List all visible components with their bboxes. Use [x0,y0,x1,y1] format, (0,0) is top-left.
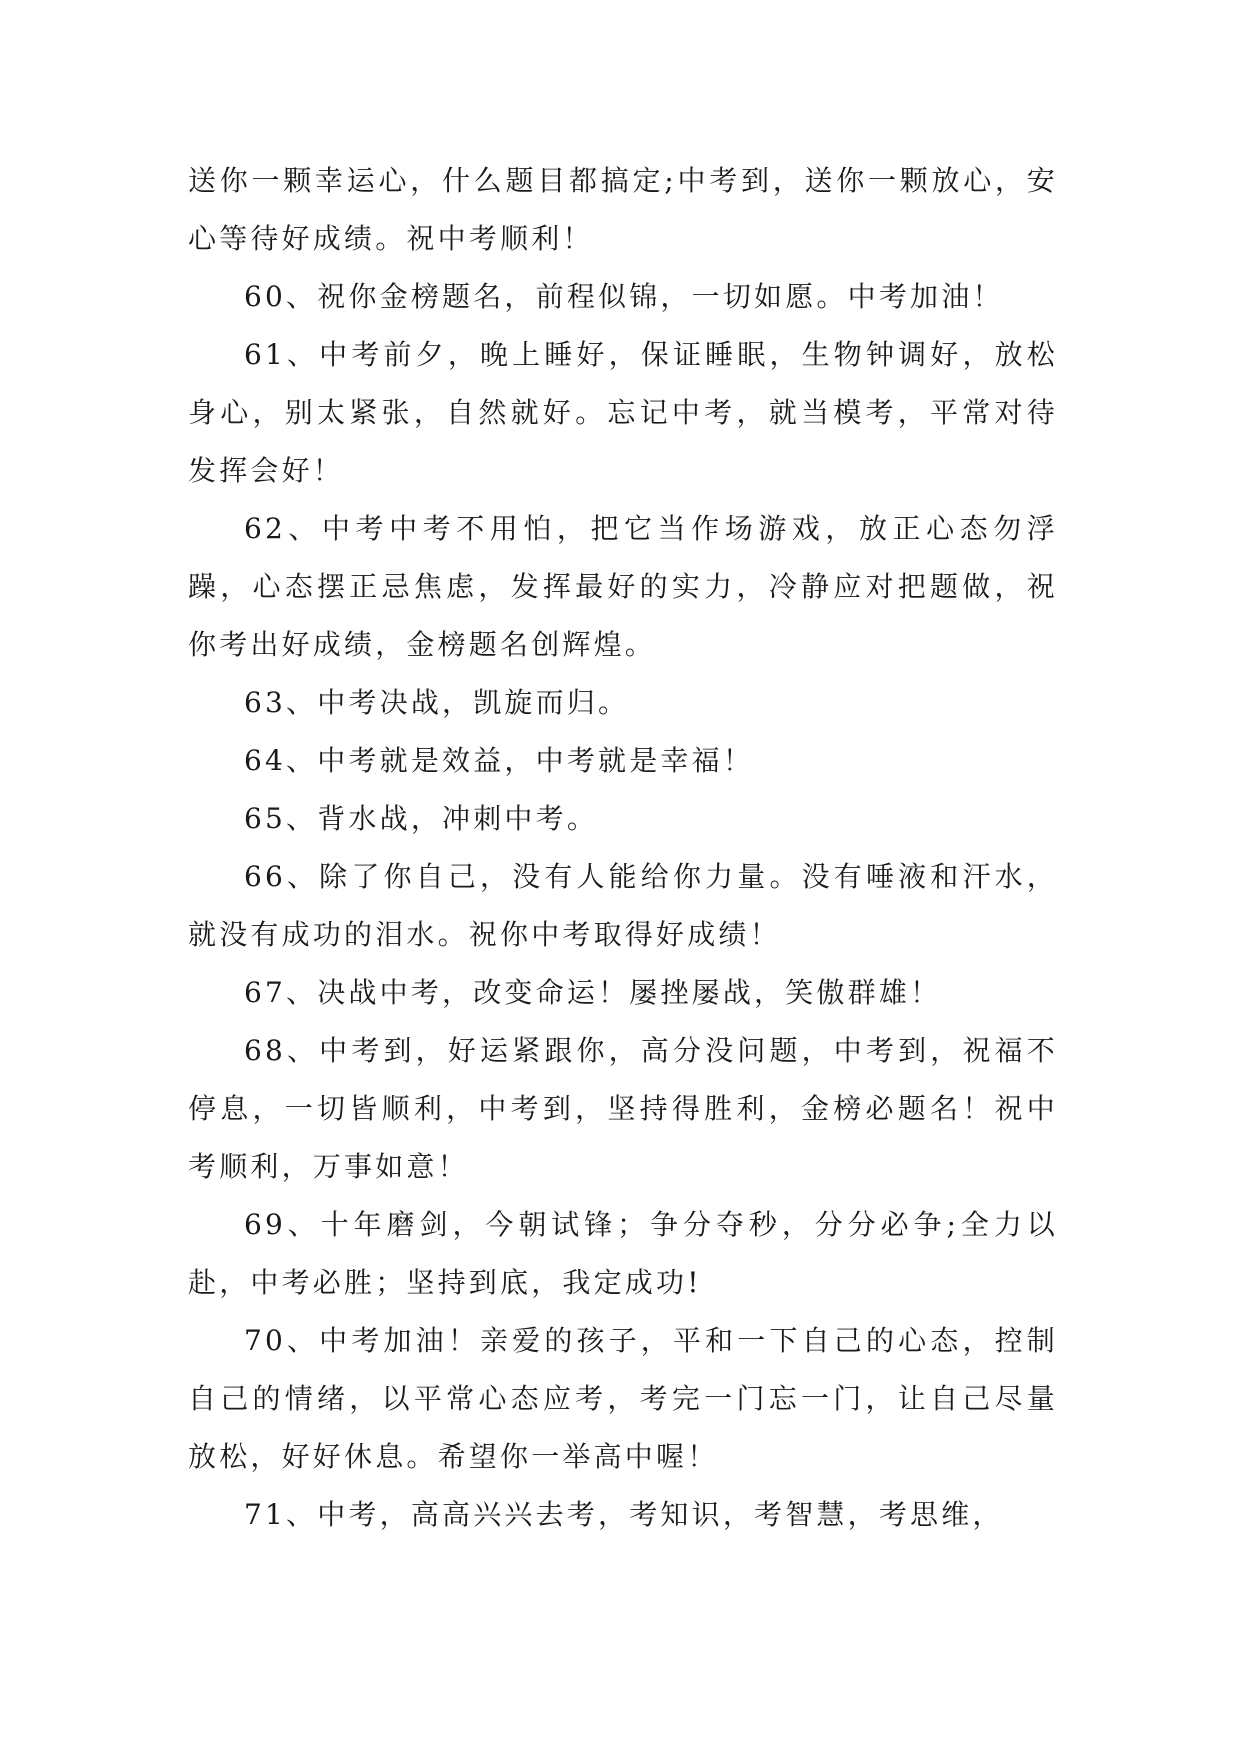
paragraph-65: 65、背水战，冲刺中考。 [244,802,599,835]
paragraph-63: 63、中考决战，凯旋而归。 [244,686,630,719]
paragraph-60: 60、祝你金榜题名，前程似锦，一切如愿。中考加油！ [244,280,1004,313]
paragraph-71: 71、中考，高高兴兴去考，考知识，考智慧，考思维， [244,1498,1004,1531]
paragraph-70: 70、中考加油！亲爱的孩子，平和一下自己的心态，控制自己的情绪，以平常心态应考，考完一门忘一门，让自己尽量放松，好好休息。希望你一举高中喔！ [188,1324,1058,1473]
paragraph-68: 68、中考到，好运紧跟你，高分没问题，中考到，祝福不停息，一切皆顺利，中考到，坚持得胜利，金榜必题名！祝中考顺利，万事如意！ [188,1034,1058,1183]
paragraph-continued: 送你一颗幸运心，什么题目都搞定;中考到，送你一颗放心，安心等待好成绩。祝中考顺利！ [188,164,1058,255]
paragraph-67: 67、决战中考，改变命运！屡挫屡战，笑傲群雄！ [244,976,942,1009]
paragraph-66: 66、除了你自己，没有人能给你力量。没有唾液和汗水，就没有成功的泪水。祝你中考取得好成绩！ [188,860,1058,951]
paragraph-62: 62、中考中考不用怕，把它当作场游戏，放正心态勿浮躁，心态摆正忌焦虑，发挥最好的实力，冷静应对把题做，祝你考出好成绩，金榜题名创辉煌。 [188,512,1058,661]
paragraph-64: 64、中考就是效益，中考就是幸福！ [244,744,755,777]
paragraph-69: 69、十年磨剑，今朝试锋；争分夺秒，分分必争;全力以赴，中考必胜；坚持到底，我定成功! [188,1208,1058,1299]
document-body [188,152,1058,1544]
paragraph-61: 61、中考前夕，晚上睡好，保证睡眠，生物钟调好，放松身心，别太紧张，自然就好。忘记中考，就当模考，平常对待发挥会好！ [188,338,1058,487]
